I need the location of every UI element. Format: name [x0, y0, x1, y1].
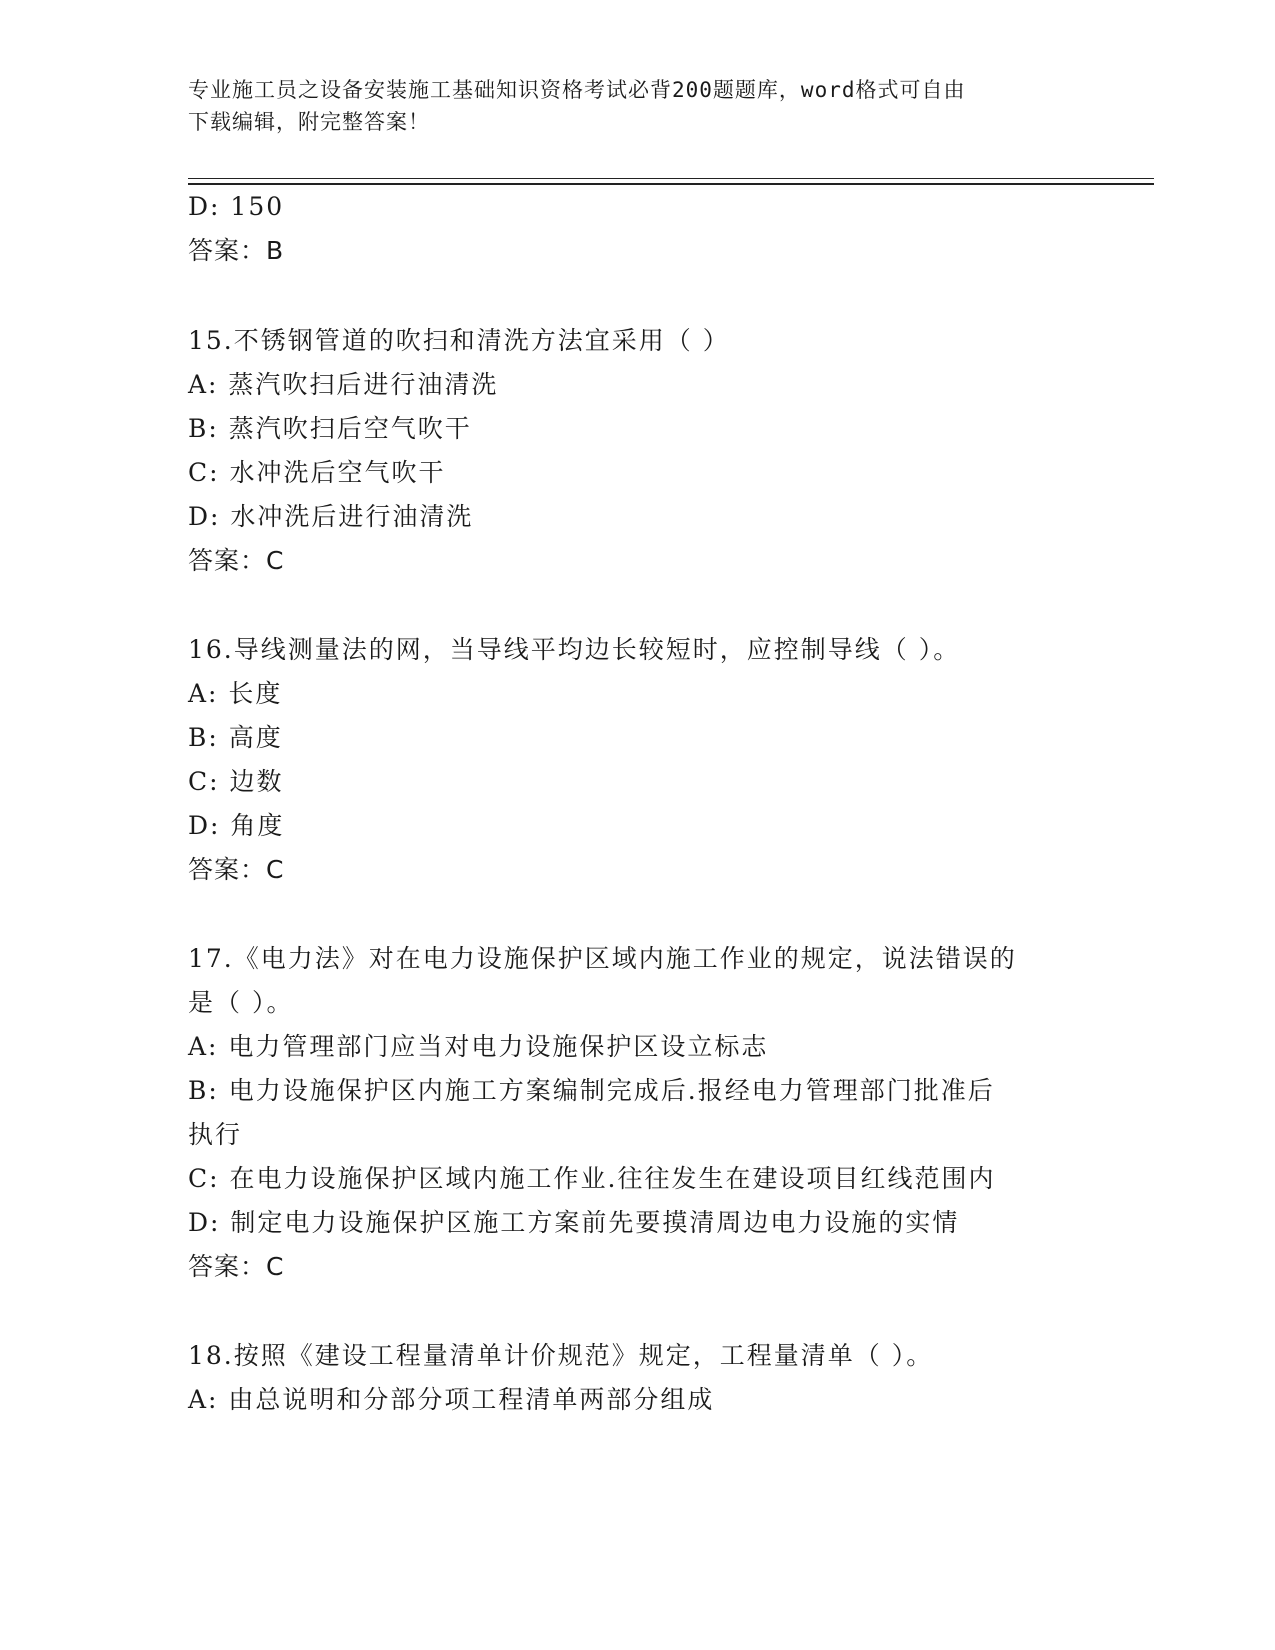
question-17-option-a: A: 电力管理部门应当对电力设施保护区设立标志 [188, 1032, 769, 1061]
document-header [188, 74, 1088, 138]
question-17-stem-line-2: 是（ ）。 [188, 988, 294, 1017]
question-16-answer: 答案：C [188, 855, 285, 884]
question-17-answer: 答案：C [188, 1252, 285, 1281]
question-16-stem: 16.导线测量法的网，当导线平均边长较短时，应控制导线（ ）。 [188, 635, 961, 664]
question-17-option-d: D: 制定电力设施保护区施工方案前先要摸清周边电力设施的实情 [188, 1208, 960, 1237]
question-15-option-c: C: 水冲洗后空气吹干 [188, 458, 446, 487]
question-17-stem-line-1: 17.《电力法》对在电力设施保护区域内施工作业的规定，说法错误的 [188, 944, 1017, 973]
question-16-option-b: B: 高度 [188, 723, 283, 752]
question-16-option-c: C: 边数 [188, 767, 284, 796]
question-16-option-a: A: 长度 [188, 679, 283, 708]
header-line-1: 专业施工员之设备安装施工基础知识资格考试必背200题题库，word格式可自由 [188, 78, 966, 102]
header-line-2: 下载编辑，附完整答案！ [188, 110, 430, 134]
question-15-option-b: B: 蒸汽吹扫后空气吹干 [188, 414, 472, 443]
question-15-answer: 答案：C [188, 546, 285, 575]
header-divider-thin [188, 178, 1154, 179]
question-15-stem: 15.不锈钢管道的吹扫和清洗方法宜采用（ ） [188, 326, 730, 355]
question-17-option-c: C: 在电力设施保护区域内施工作业.往往发生在建设项目红线范围内 [188, 1164, 996, 1193]
question-17-option-b-continued: 执行 [188, 1120, 243, 1149]
question-18-stem: 18.按照《建设工程量清单计价规范》规定，工程量清单（ ）。 [188, 1341, 934, 1370]
prev-answer: 答案：B [188, 236, 285, 265]
question-15-option-d: D: 水冲洗后进行油清洗 [188, 502, 474, 531]
question-18-option-a: A: 由总说明和分部分项工程清单两部分组成 [188, 1385, 715, 1414]
question-16-option-d: D: 角度 [188, 811, 285, 840]
question-17-option-b: B: 电力设施保护区内施工方案编制完成后.报经电力管理部门批准后 [188, 1076, 995, 1105]
prev-option-d: D: 150 [188, 192, 285, 221]
question-15-option-a: A: 蒸汽吹扫后进行油清洗 [188, 370, 499, 399]
